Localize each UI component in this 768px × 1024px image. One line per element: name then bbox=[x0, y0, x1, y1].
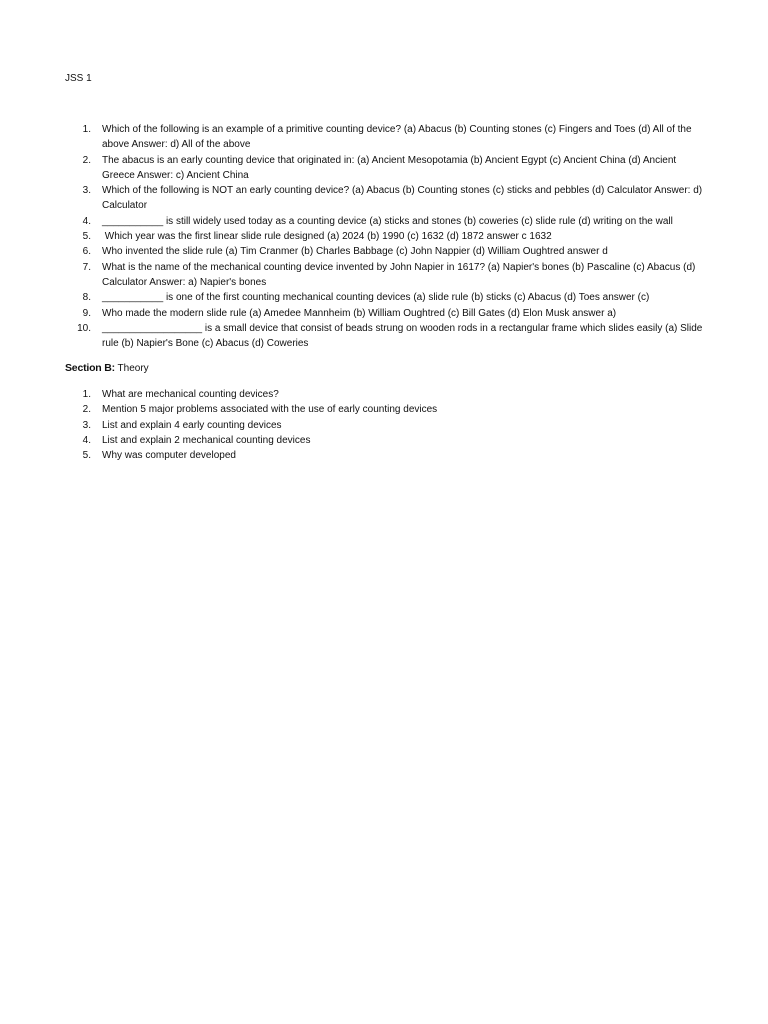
question-item bbox=[65, 387, 705, 402]
question-item bbox=[65, 418, 705, 433]
question-text: Which year was the first linear slide rule designed (a) 2024 (b) 1990 (c) 1632 (d) 1872 answer c 1632 bbox=[102, 231, 552, 243]
question-number: 7. bbox=[82, 261, 91, 273]
question-item bbox=[65, 122, 705, 153]
question-number: 1. bbox=[82, 124, 91, 135]
question-item bbox=[65, 244, 705, 259]
question-text: Which of the following is an example of a primitive counting device? (a) Abacus (b) Counting stones (c) Fingers and Toes (d) All of the above Answer: d) All of the above bbox=[102, 124, 692, 151]
question-number: 3. bbox=[82, 185, 91, 197]
question-number: 4. bbox=[82, 215, 91, 227]
question-item bbox=[65, 229, 705, 244]
question-item bbox=[65, 153, 705, 184]
question-item bbox=[65, 290, 705, 305]
question-number: 2. bbox=[82, 154, 91, 166]
question-item bbox=[65, 448, 705, 463]
question-text: List and explain 4 early counting devices bbox=[102, 419, 282, 431]
question-item bbox=[65, 321, 705, 352]
question-number: 4. bbox=[82, 434, 91, 446]
question-number: 8. bbox=[82, 292, 91, 304]
question-item bbox=[65, 183, 705, 214]
section-b-heading bbox=[65, 361, 149, 376]
question-number: 10. bbox=[77, 322, 91, 334]
question-number: 5. bbox=[82, 450, 91, 462]
question-item bbox=[65, 260, 705, 291]
theory-question-list bbox=[65, 387, 705, 463]
class-label: JSS 1 bbox=[65, 73, 92, 84]
question-item bbox=[65, 214, 705, 229]
question-text: What are mechanical counting devices? bbox=[102, 389, 279, 400]
question-number: 1. bbox=[82, 389, 91, 400]
section-b-title: Theory bbox=[114, 363, 149, 374]
question-number: 9. bbox=[82, 307, 91, 319]
question-text: __________________ is a small device that consist of beads strung on wooden rods in a rectangular frame which slides easily (a) Slide rule (b) Napier's Bone (c) Abacus (d) Coweries bbox=[102, 322, 703, 350]
question-text: Who made the modern slide rule (a) Amedee Mannheim (b) William Oughtred (c) Bill Gates (d) Elon Musk answer a) bbox=[102, 307, 617, 319]
question-text: Why was computer developed bbox=[102, 450, 236, 462]
question-text: Mention 5 major problems associated with the use of early counting devices bbox=[102, 404, 438, 416]
question-item bbox=[65, 306, 705, 321]
question-text: ___________ is still widely used today as a counting device (a) sticks and stones (b) coweries (c) slide rule (d) writing on the wall bbox=[102, 215, 673, 227]
question-text: ___________ is one of the first counting mechanical counting devices (a) slide rule (b) sticks (c) Abacus (d) Toes answer (c) bbox=[102, 292, 650, 304]
question-number: 5. bbox=[82, 231, 91, 243]
question-number: 3. bbox=[82, 419, 91, 431]
question-number: 2. bbox=[82, 404, 91, 416]
question-text: The abacus is an early counting device that originated in: (a) Ancient Mesopotamia (b) Ancient Egypt (c) Ancient China (d) Ancient Greece Answer: c) Ancient China bbox=[102, 154, 677, 181]
question-text: Which of the following is NOT an early counting device? (a) Abacus (b) Counting stones (c) sticks and pebbles (d) Calculator Answer: d) Calculator bbox=[102, 185, 703, 212]
objective-question-list bbox=[65, 122, 705, 351]
question-item bbox=[65, 433, 705, 448]
question-text: List and explain 2 mechanical counting devices bbox=[102, 434, 311, 446]
question-number: 6. bbox=[82, 246, 91, 258]
question-item bbox=[65, 402, 705, 417]
section-b-label: Section B: bbox=[65, 362, 115, 374]
question-text: What is the name of the mechanical counting device invented by John Napier in 1617? (a) Napier's bones (b) Pascaline (c) Abacus (d) Calculator Answer: a) Napier's bones bbox=[102, 261, 696, 288]
question-text: Who invented the slide rule (a) Tim Cranmer (b) Charles Babbage (c) John Nappier (d) William Oughtred answer d bbox=[102, 246, 608, 258]
